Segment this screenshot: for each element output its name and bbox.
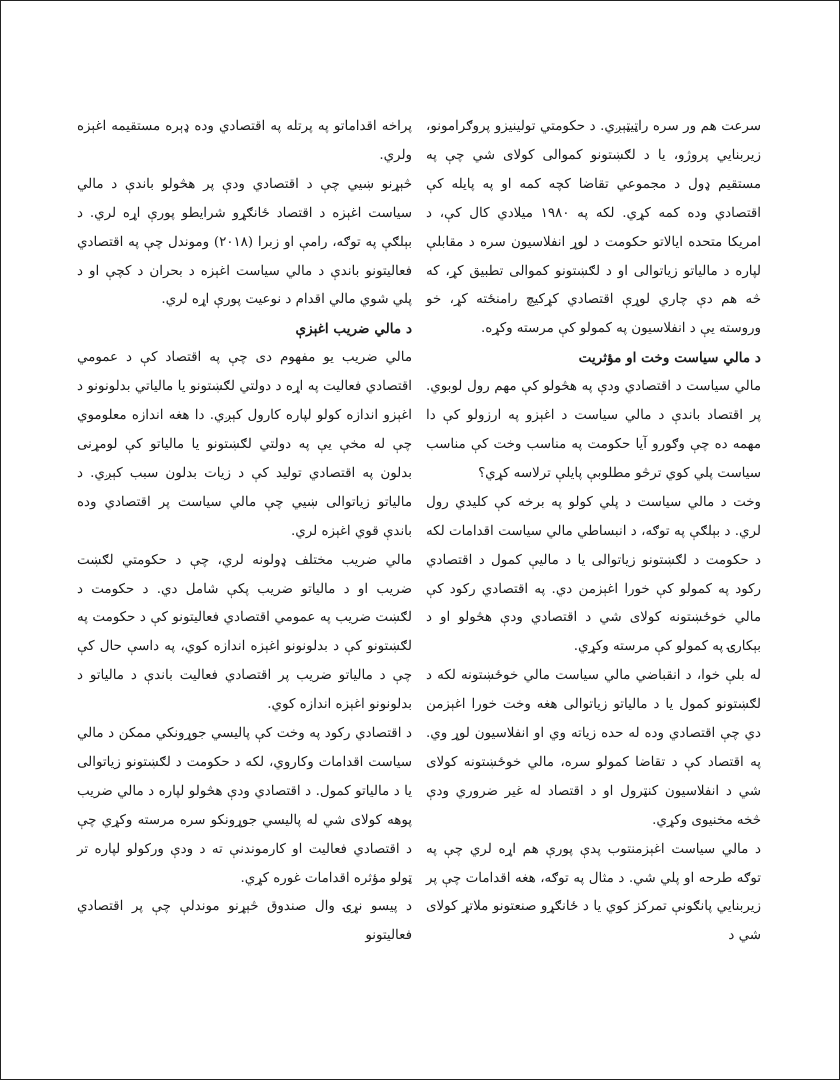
paragraph: مالي سياست د اقتصادي ودې په هڅولو کې مهم رول لوبوي. پر اقتصاد باندې د مالي سياست د اغېزو په ارزولو کې دا مهمه ده چې وګورو آيا حکومت په مناسب وخت کې مناسب سياست پلي کوي ترڅو مطلوبې پايلې ترلاسه کړي؟ <box>426 379 761 481</box>
paragraph: له بلې خوا، د انقباضي مالي سياست مالي خوځښتونه لکه د لګښتونو کمول يا د مالياتو زياتوالی هغه وخت خورا اغېزمن دي چې اقتصادي وده له حده زياته وي او انفلاسيون لوړ وي. په اقتصاد کې د تقاضا کمولو سره، مالي خوځښتونه کولای شي د انفلاسيون کنټرول او د اقتصاد له غير ضروري ودې څخه مخنيوی وکړي. <box>426 668 761 828</box>
paragraph: مالي ضريب يو مفهوم دی چې په اقتصاد کې د عمومي اقتصادي فعاليت په اړه د دولتي لګښتونو يا مالياتي بدلونونو د اغېزو اندازه کولو لپاره کارول کېږي. دا هغه اندازه معلوموي چې له مخې يې په دولتي لګښتونو يا مالياتو کې لومړنی بدلون په اقتصادي توليد کې د زيات بدلون سبب کېږي. د مالياتو زياتوالی ښيي چې مالي سياست پر اقتصادي وده باندې قوي اغېزه لري. <box>77 350 412 539</box>
section-heading: د مالي سياست وخت او مؤثريت <box>578 350 761 367</box>
section-heading: د مالي ضريب اغېزې <box>295 321 412 338</box>
paragraph: د اقتصادي رکود په وخت کې پاليسي جوړونکي ممکن د مالي سياست اقدامات وکاروي، لکه د حکومت د لګښتونو زياتوالی يا د مالياتو کمول. د اقتصادي ودې هڅولو لپاره د مالي ضريب پوهه کولای شي له پاليسي جوړونکو سره مرسته وکړي چې د اقتصادي فعاليت او کارموندنې ته د ودې ورکولو لپاره تر ټولو مؤثره اقدامات غوره کړي. <box>77 726 412 886</box>
paragraph: پراخه اقداماتو په پرتله په اقتصادي وده ډېره مستقيمه اغېزه ولري. <box>77 119 412 163</box>
paragraph: مالي ضريب مختلف ډولونه لري، چې د حکومتي لګښت ضريب او د مالياتو ضريب پکې شامل دي. د حکومت د لګښت ضريب په عمومي اقتصادي فعاليتونو کې د حکومت په لګښتونو کې د بدلونونو اغېزه اندازه کوي، په داسې حال کې چې د مالياتو ضريب پر اقتصادي فعاليت باندې د مالياتو د بدلونونو اغېزه اندازه کوي. <box>77 552 412 713</box>
paragraph: څېړنو ښيي چې د اقتصادي ودې پر هڅولو باندې د مالي سياست اغېزه د اقتصاد ځانګړو شرايطو پورې اړه لري. د بېلګې په توګه، رامې او زبرا (۲۰۱۸) وموندل چې په اقتصادي فعاليتونو باندې د مالي سياست اغېزه د بحران د کچې او د پلي شوي مالي اقدام د نوعيت پورې اړه لري. <box>77 176 412 308</box>
right-column <box>426 113 761 951</box>
paragraph: سرعت هم ور سره راټيټېږي. د حکومتي تولينيزو پروګرامونو، زيربنايي پروژو، يا د لګښتونو کموالی کولای شي چې په مستقيم ډول د مجموعي تقاضا کچه کمه او په پايله کې اقتصادي وده کمه کړي. لکه په ۱۹۸۰ ميلادي کال کې، د امريکا متحده ايالاتو حکومت د لوړ انفلاسيون سره د مقابلې لپاره د مالياتو زياتوالی او د لګښتونو کموالی تطبيق کړ، که څه هم دې چاري لوړې اقتصادي کړکيچ رامنځته کړ، خو وروسته يې د انفلاسيون په کمولو کې مرسته وکړه. <box>426 119 761 337</box>
paragraph: د مالي سياست اغېزمنتوب پدې پورې هم اړه لري چې په توګه طرحه او پلي شي. د مثال په توګه، هغه اقدامات چې پر زيربنايي پانګونې تمرکز کوي يا د ځانګړو صنعتونو ملاتړ کولای شي د <box>426 841 761 944</box>
left-column <box>77 113 412 951</box>
paragraph: وخت د مالي سياست د پلي کولو په برخه کې کليدي رول لري. د بېلګې په توګه، د انبساطي مالي سياست اقدامات لکه د حکومت د لګښتونو زياتوالی يا د ماليې کمول د اقتصادي رکود په کمولو کې خورا اغېزمن دي. په اقتصادي رکود کې مالي خوځښتونه کولای شي د اقتصادي ودې هڅولو او د بېکارۍ په کمولو کې مرسته وکړي. <box>426 494 761 655</box>
paragraph: د پيسو نړۍ وال صندوق څېړنو موندلې چې پر اقتصادي فعاليتونو <box>77 899 412 944</box>
